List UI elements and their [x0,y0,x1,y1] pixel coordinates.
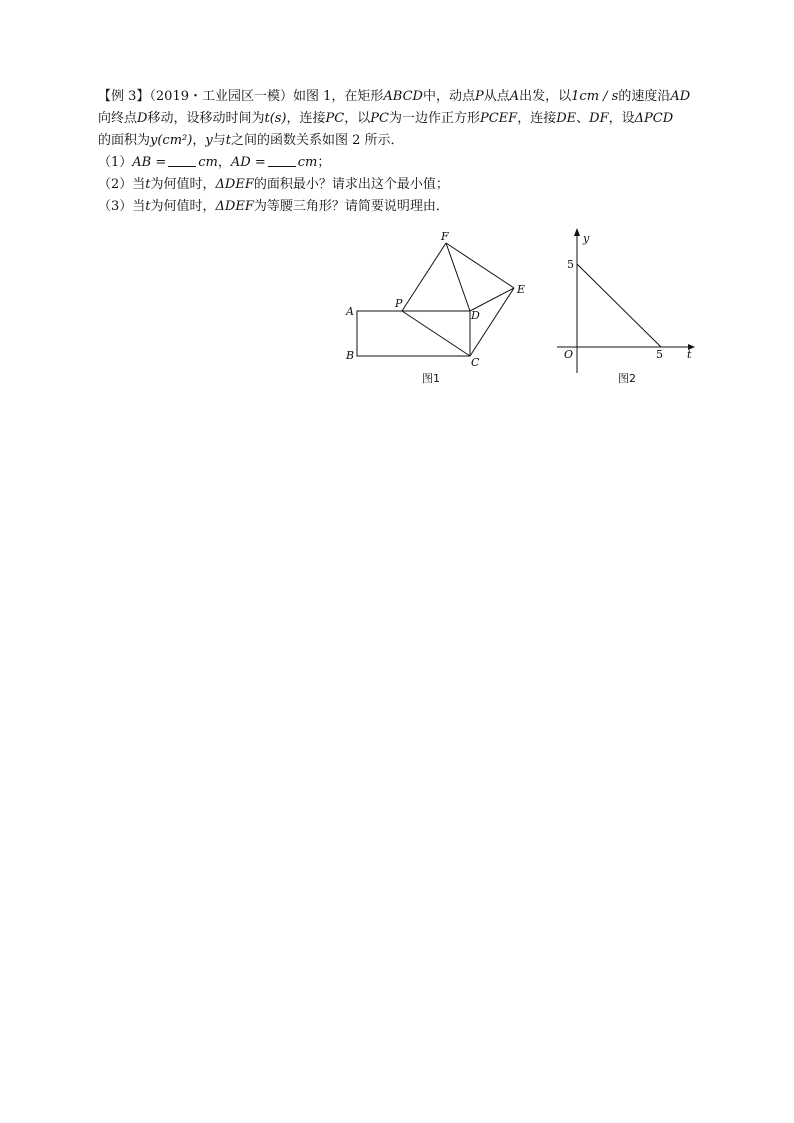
text-span: ； [317,155,331,170]
segment-fp [402,243,446,311]
math-d: D [137,111,148,126]
function-line [577,264,661,347]
text-span: 的速度沿 [618,89,671,104]
label-a: A [346,305,354,318]
text-span: ， [217,155,231,170]
figure-1-caption: 图1 [422,372,440,385]
origin-label: O [564,348,574,361]
math-df: DF [589,111,609,126]
math-ab: AB = [132,155,167,170]
label-d: D [471,309,480,322]
math-ad: AD = [230,155,266,170]
y-axis-arrow-icon [574,228,580,236]
math-de: DE [556,111,577,126]
t-intercept-label: 5 [656,348,663,361]
math-def: ΔDEF [215,177,254,192]
text-span: 为一边作正方形 [388,111,480,126]
source-note: （2019・工业园区一模） [149,89,293,104]
math-ycm: y(cm²) [150,133,193,148]
text-span: 出发，以 [519,89,572,104]
text-span: 与 [212,133,226,148]
y-intercept-label: 5 [567,258,574,271]
text-span: 为等腰三角形？请简要说明理由． [253,199,449,214]
text-span: 中，动点 [422,89,475,104]
question-number: （3）当 [98,199,146,214]
figure-2-caption: 图2 [618,372,636,385]
math-abcd: ABCD [383,89,423,104]
text-span: ，以 [344,111,371,126]
label-f: F [441,230,449,243]
figure-2 [555,228,705,388]
answer-blank[interactable] [268,154,296,167]
math-a: A [509,89,520,104]
problem-text [98,86,708,218]
answer-blank[interactable] [168,154,196,167]
math-t: t [145,177,151,192]
math-y: y [205,133,213,148]
text-span: 、 [576,111,590,126]
segment-fd [446,243,470,311]
label-p: P [395,297,403,310]
question-3 [98,196,708,218]
question-number: （1） [98,155,133,170]
problem-line-3 [98,130,708,152]
text-span: 从点 [483,89,510,104]
text-span: ，设 [608,111,635,126]
problem-line-1 [98,86,708,108]
text-span: ，连接 [517,111,557,126]
math-pc: PC [370,111,389,126]
question-2 [98,174,708,196]
y-axis-label: y [583,232,590,245]
text-span: ， [192,133,206,148]
figure-2-graph [555,228,705,388]
segment-de [470,288,514,311]
text-span: 移动，设移动时间为 [147,111,265,126]
text-span: 的面积为 [98,133,151,148]
problem-line-2 [98,108,708,130]
text-span: 如图 1，在矩形 [293,89,384,104]
segment-ef [446,243,514,288]
label-b: B [346,349,355,362]
math-pc: PC [325,111,345,126]
math-speed: 1cm / s [571,89,619,104]
text-span: ，连接 [286,111,326,126]
text-span: 之间的函数关系如图 2 所示． [230,133,404,148]
segment-pc [402,311,470,356]
text-span: 的面积最小？请求出这个最小值； [253,177,449,192]
math-def: ΔDEF [215,199,254,214]
unit-cm: cm [198,155,218,170]
math-ad: AD [670,89,691,104]
math-t: t [145,199,151,214]
label-c: C [471,356,480,369]
unit-cm: cm [297,155,318,170]
math-pcef: PCEF [479,111,518,126]
text-span: 为何值时， [150,199,216,214]
math-p: P [474,89,484,104]
segment-ce [470,288,514,356]
question-1 [98,152,708,174]
example-tag: 【例 3】 [98,89,150,104]
figure-1 [330,225,550,395]
math-ts: t(s) [264,111,287,126]
t-axis-label: t [687,348,692,361]
text-span: 向终点 [98,111,138,126]
math-t: t [225,133,231,148]
rectangle-abcd [357,311,470,356]
label-e: E [517,283,526,296]
math-pcd: ΔPCD [634,111,674,126]
text-span: 为何值时， [150,177,216,192]
figure-1-diagram [330,225,550,395]
question-number: （2）当 [98,177,146,192]
